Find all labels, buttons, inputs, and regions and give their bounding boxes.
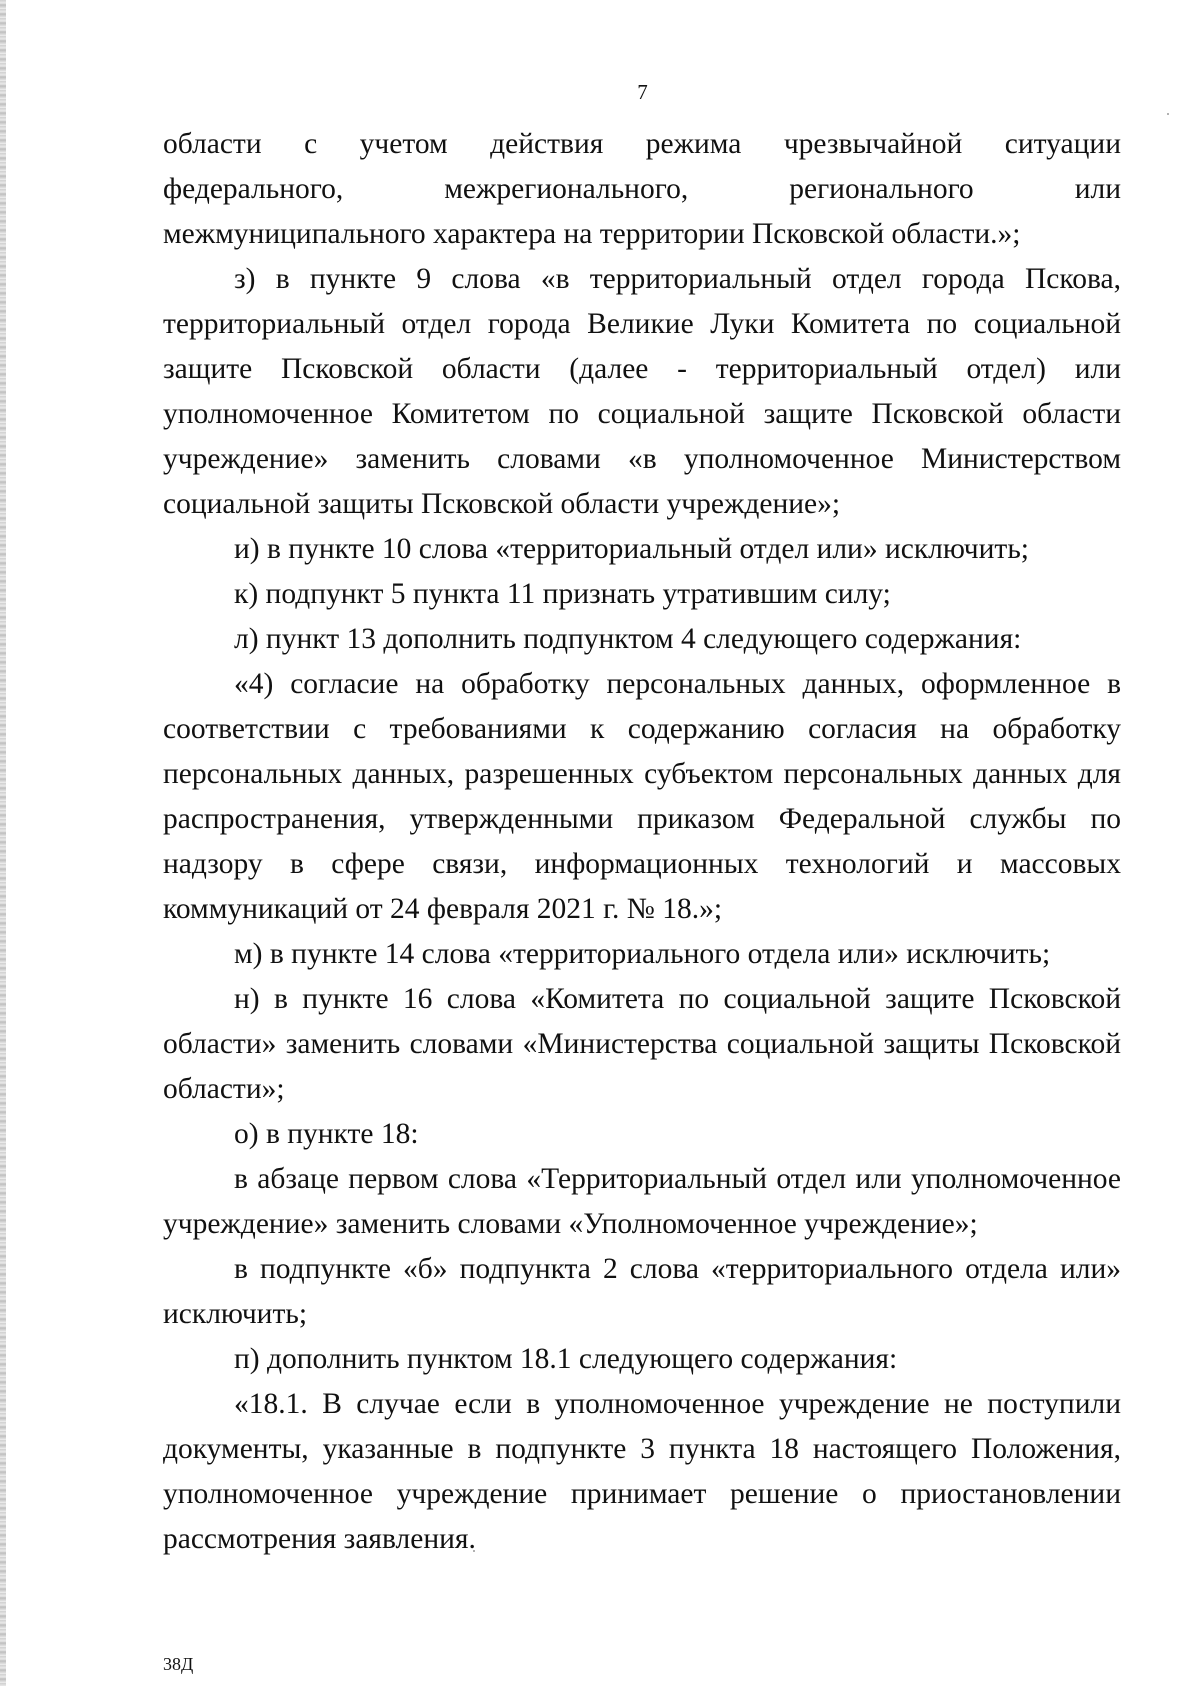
scan-speck	[1167, 113, 1169, 115]
text-line: федерального, межрегионального, регионального или	[163, 173, 1121, 205]
paragraph-item-n: н) в пункте 16 слова «Комитета по социальной защите Псковской области» заменить словами «Министерства социальной защиты Псковской области»;	[163, 983, 1121, 1105]
paragraph-item-k: к) подпункт 5 пункта 11 признать утратившим силу;	[234, 578, 891, 610]
paragraph-item-l: л) пункт 13 дополнить подпунктом 4 следующего содержания:	[234, 623, 1022, 655]
paragraph-item-o: о) в пункте 18:	[234, 1118, 419, 1150]
scan-edge	[0, 0, 6, 1686]
text-line: области с учетом действия режима чрезвычайной ситуации	[163, 128, 1121, 160]
page-number: 7	[637, 80, 648, 104]
paragraph-item-m: м) в пункте 14 слова «территориального отдела или» исключить;	[234, 938, 1051, 970]
paragraph-item-i: и) в пункте 10 слова «территориальный отдел или» исключить;	[234, 533, 1029, 565]
text-line: межмуниципального характера на территории Псковской области.»;	[163, 218, 1021, 250]
paragraph-continuation	[163, 122, 1121, 257]
paragraph-item-z: з) в пункте 9 слова «в территориальный отдел города Пскова, территориальный отдел города Великие Луки Комитета по социальной защите Псковской области (далее - территориальный отдел) или уполномоченное Комитетом по социальной защите Псковской области учреждение» заменить словами «в уполномоченное Министерством социальной защиты Псковской области учреждение»;	[163, 263, 1121, 520]
document-body	[163, 122, 1121, 1562]
paragraph-quote-4: «4) согласие на обработку персональных данных, оформленное в соответствии с требованиями к содержанию согласия на обработку персональных данных, разрешенных субъектом персональных данных для распространения, утвержденными приказом Федеральной службы по надзору в сфере связи, информационных технологий и массовых коммуникаций от 24 февраля 2021 г. № 18.»;	[163, 668, 1121, 925]
paragraph-subitem-b: в подпункте «б» подпункта 2 слова «территориального отдела или» исключить;	[163, 1253, 1121, 1330]
paragraph-subitem-first: в абзаце первом слова «Территориальный отдел или уполномоченное учреждение» заменить словами «Уполномоченное учреждение»;	[163, 1163, 1121, 1240]
paragraph-item-p: п) дополнить пунктом 18.1 следующего содержания:	[234, 1343, 898, 1375]
paragraph-quote-18-1: «18.1. В случае если в уполномоченное учреждение не поступили документы, указанные в подпункте 3 пункта 18 настоящего Положения, уполномоченное учреждение принимает решение о приостановлении рассмотрения заявления.	[163, 1388, 1121, 1555]
document-code: 38Д	[163, 1654, 194, 1674]
